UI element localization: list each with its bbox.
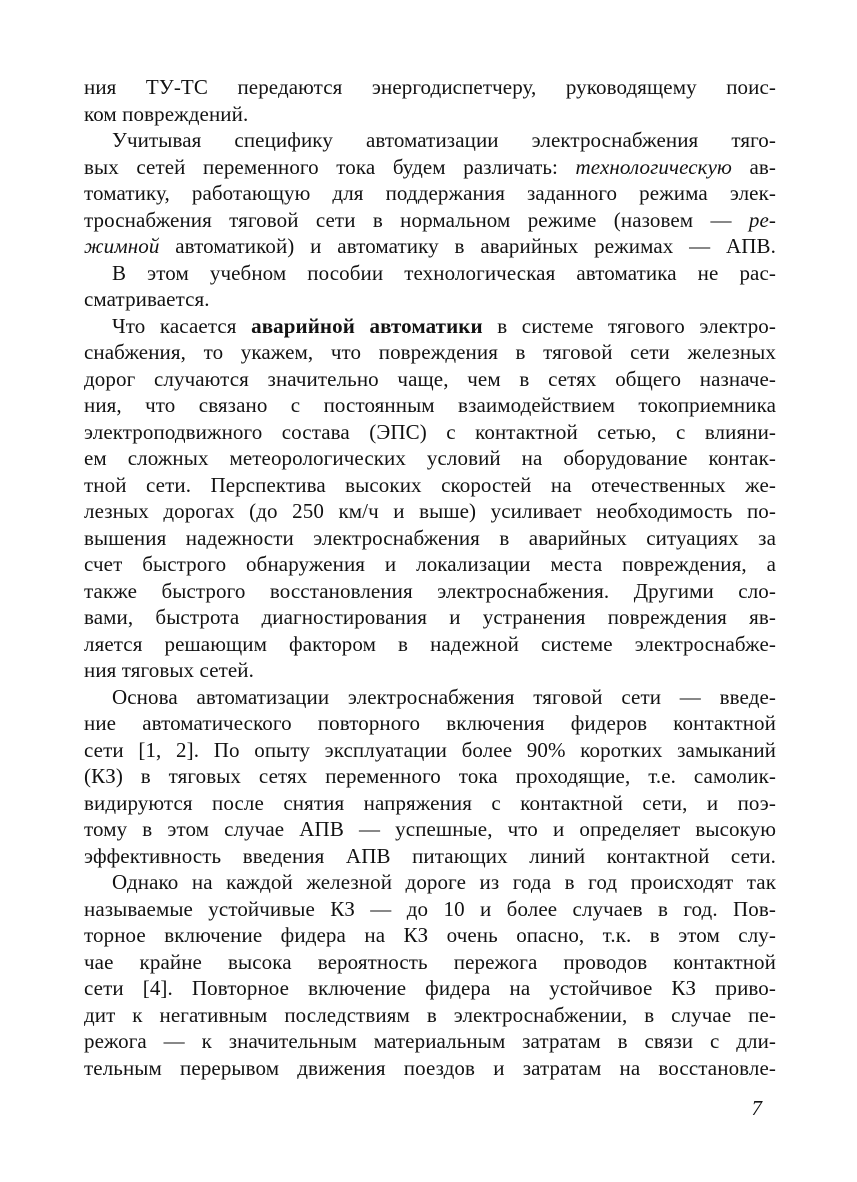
paragraph [84, 127, 776, 260]
text-segment: В этом учебном пособии технологическая автоматика не рас- [112, 260, 776, 285]
text-segment: ния тяговых сетей. [84, 658, 254, 682]
text-segment: снабжения, то укажем, что повреждения в тяговой сети железных [84, 340, 776, 364]
text-segment: электроподвижного состава (ЭПС) с контактной сетью, с влияни- [84, 419, 776, 444]
text-segment: чае крайне высока вероятность пережога проводов контактной [84, 949, 776, 974]
text-segment: Что касается [112, 313, 252, 338]
text-line [84, 366, 776, 393]
text-line [84, 551, 776, 578]
text-segment: сети [1, 2]. По опыту эксплуатации более 90% коротких замыканий [84, 737, 776, 762]
text-line [84, 843, 776, 870]
text-line [84, 154, 776, 181]
text-segment: дит к негативным последствиям в электроснабжении, в случае пе- [84, 1002, 776, 1027]
paragraph [84, 869, 776, 1081]
text-segment: вами, быстрота диагностирования и устранения повреждения яв- [84, 605, 776, 629]
text-line [84, 869, 776, 896]
text-segment: счет быстрого обнаружения и локализации места повреждения, а [84, 552, 776, 576]
text-segment: тому в этом случае АПВ — успешные, что и определяет высокую [84, 817, 776, 841]
text-line [84, 710, 776, 737]
text-line [84, 737, 776, 764]
text-segment: Учитывая специфику автоматизации электроснабжения тяго- [112, 128, 776, 152]
page-text [84, 74, 776, 1081]
text-segment: Основа автоматизации электроснабжения тяговой сети — введе- [112, 684, 776, 709]
text-segment: ком повреждений. [84, 101, 249, 126]
page-number: 7 [751, 1096, 762, 1120]
text-line [84, 498, 776, 525]
text-segment: режога — к значительным материальным затратам в связи с дли- [84, 1029, 776, 1053]
text-segment: ав- [731, 154, 776, 179]
text-segment: также быстрого восстановления электроснабжения. Другими сло- [84, 578, 776, 603]
text-segment: тельным перерывом движения поездов и затратам на восстановле- [84, 1055, 776, 1080]
text-line [84, 313, 776, 340]
paragraph [84, 684, 776, 870]
text-segment: называемые устойчивые КЗ — до 10 и более случаев в год. Пов- [84, 896, 776, 921]
text-line [84, 949, 776, 976]
text-line [84, 445, 776, 472]
text-segment: (КЗ) в тяговых сетях переменного тока проходящие, т.е. самолик- [84, 764, 776, 788]
text-line [84, 896, 776, 923]
text-segment: вых сетей переменного тока будем различать: [84, 154, 576, 179]
text-line [84, 260, 776, 287]
text-line [84, 180, 776, 207]
text-segment: вышения надежности электроснабжения в аварийных ситуациях за [84, 525, 776, 550]
paragraph [84, 313, 776, 684]
text-line [84, 101, 776, 128]
text-line [84, 604, 776, 631]
italic-text: технологическую [575, 154, 732, 179]
text-segment: тной сети. Перспектива высоких скоростей на отечественных же- [84, 472, 776, 497]
text-line [84, 578, 776, 605]
text-line [84, 763, 776, 790]
text-segment: торное включение фидера на КЗ очень опасно, т.к. в этом слу- [84, 923, 776, 947]
text-line [84, 790, 776, 817]
text-line [84, 922, 776, 949]
text-segment: сети [4]. Повторное включение фидера на устойчивое КЗ приво- [84, 976, 776, 1000]
bold-text: аварийной автоматики [251, 313, 483, 338]
text-line [84, 684, 776, 711]
text-line [84, 525, 776, 552]
paragraph [84, 260, 776, 313]
text-segment: в системе тягового электро- [482, 313, 776, 338]
paragraph [84, 74, 776, 127]
text-segment: видируются после снятия напряжения с контактной сети, и поэ- [84, 790, 776, 815]
text-line [84, 207, 776, 234]
text-segment: лезных дорогах (до 250 км/ч и выше) усиливает необходимость по- [84, 499, 776, 523]
text-segment: ния, что связано с постоянным взаимодействием токоприемника [84, 393, 776, 417]
text-segment: томатику, работающую для поддержания заданного режима элек- [84, 181, 776, 205]
text-line [84, 631, 776, 658]
text-line [84, 816, 776, 843]
text-segment: автоматикой) и автоматику в аварийных режимах — АПВ. [159, 234, 776, 258]
text-segment: сматривается. [84, 287, 210, 311]
text-line [84, 1002, 776, 1029]
text-segment: ния ТУ-ТС передаются энергодиспетчеру, руководящему поис- [84, 75, 776, 99]
text-line [84, 472, 776, 499]
text-line [84, 233, 776, 260]
text-line [84, 339, 776, 366]
text-segment: троснабжения тяговой сети в нормальном режиме (назовем — [84, 207, 749, 232]
text-segment: дорог случаются значительно чаще, чем в сетях общего назначе- [84, 366, 776, 391]
italic-text: ре- [748, 207, 776, 232]
text-segment: ем сложных метеорологических условий на оборудование контак- [84, 446, 776, 470]
text-segment: ляется решающим фактором в надежной системе электроснабже- [84, 631, 776, 656]
text-line [84, 1055, 776, 1082]
text-line [84, 1028, 776, 1055]
italic-text: жимной [84, 234, 160, 258]
text-line [84, 286, 776, 313]
text-segment: Однако на каждой железной дороге из года в год происходят так [112, 870, 776, 894]
text-line [84, 419, 776, 446]
text-line [84, 975, 776, 1002]
text-line [84, 127, 776, 154]
text-line [84, 657, 776, 684]
text-segment: ние автоматического повторного включения фидеров контактной [84, 711, 776, 735]
text-segment: эффективность введения АПВ питающих линий контактной сети. [84, 843, 776, 868]
text-line [84, 74, 776, 101]
text-line [84, 392, 776, 419]
